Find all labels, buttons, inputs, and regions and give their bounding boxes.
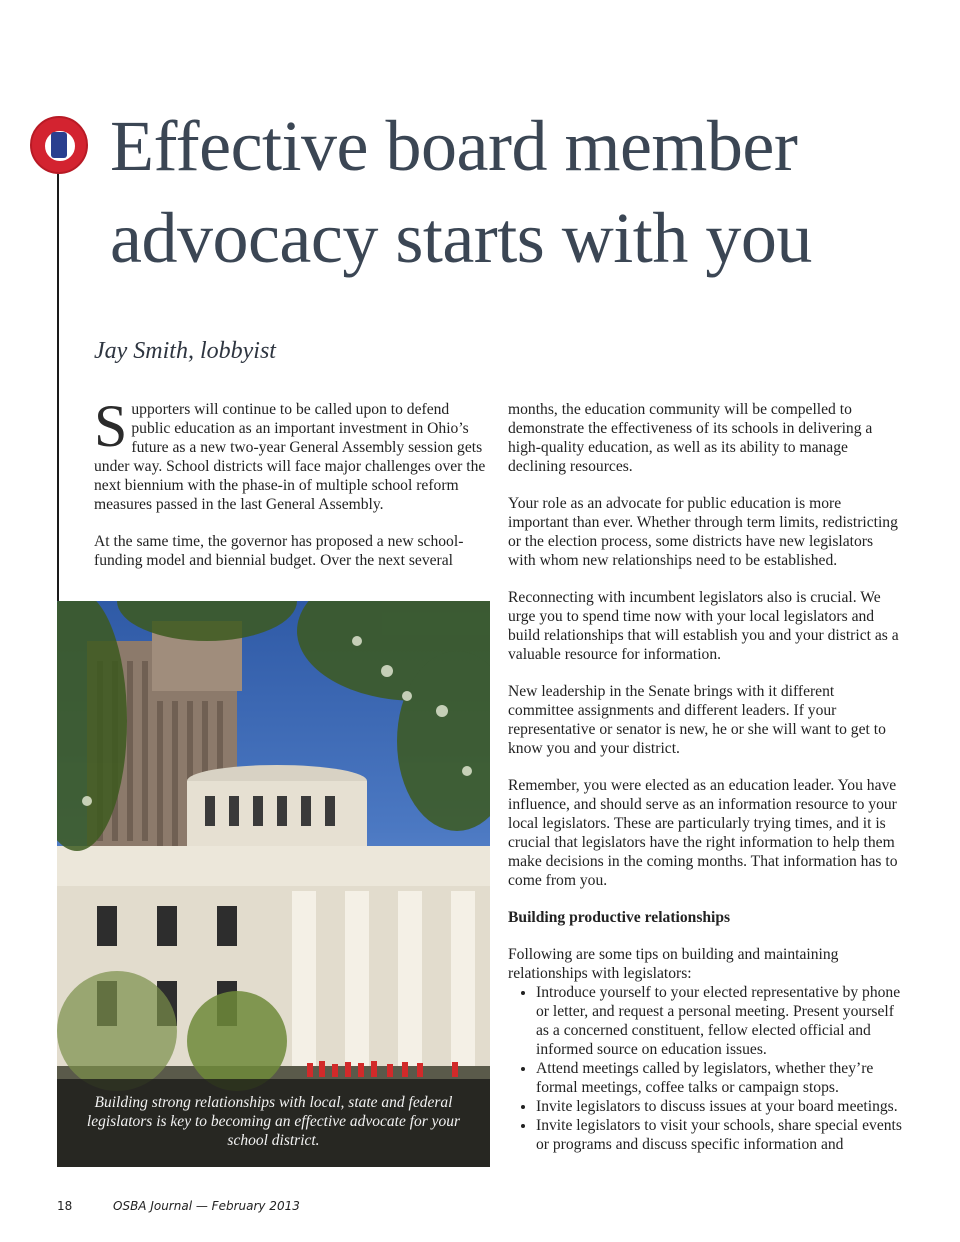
tips-list — [508, 983, 903, 1154]
tips-intro: Following are some tips on building and maintaining relationships with legislators: — [508, 946, 839, 982]
page-number: 18 — [57, 1199, 73, 1213]
byline: Jay Smith, lobbyist — [94, 338, 276, 364]
tip-item: • Invite legislators to visit your schools, share special events or programs and discuss specific information and — [536, 1116, 903, 1154]
drop-cap: S — [94, 393, 128, 459]
tip-item: • Invite legislators to discuss issues at your board meetings. — [536, 1097, 903, 1116]
tip-item: • Introduce yourself to your elected representative by phone or letter, and request a personal meeting. Present yourself as a concerned constituent, fellow elected official and informed source on education issues. — [536, 983, 903, 1059]
journal-issue: OSBA Journal — February 2013 — [113, 1199, 300, 1213]
paragraph-1-text: upporters will continue to be called upon to defend public education as an important investment in Ohio’s future as a new two-year General Assembly session gets under way. School districts will face major challenges over the next biennium with the phase-in of multiple school reform measures passed in the last General Assembly. — [94, 401, 486, 513]
section-subheading: Building productive relationships — [508, 909, 731, 926]
headline-line-2: advocacy starts with you — [110, 198, 812, 278]
paragraph-2: At the same time, the governor has proposed a new school-funding model and biennial budget. Over the next several — [94, 533, 464, 569]
paragraph-1 — [94, 393, 489, 514]
right-column — [508, 400, 903, 1154]
paragraph-6: New leadership in the Senate brings with it different committee assignments and different leaders. If your representative or senator is new, he or she will want to get to know you and your district. — [508, 683, 886, 757]
headline-line-1: Effective board member — [110, 106, 798, 186]
paragraph-3: months, the education community will be compelled to demonstrate the effectiveness of its schools in delivering a high-quality education, as well as its ability to manage declining resources. — [508, 401, 873, 475]
article-headline — [110, 100, 910, 284]
paragraph-7: Remember, you were elected as an education leader. You have influence, and should serve as an information resource to your local legislators. These are particularly trying times, and it is crucial that legislators have the right information to help them make decisions in the coming months. That information has to come from you. — [508, 777, 898, 889]
paragraph-5: Reconnecting with incumbent legislators also is crucial. We urge you to spend time now with your local legislators and build relationships that will establish you and your district as a valuable resource for information. — [508, 589, 899, 663]
osba-seal-logo — [30, 116, 88, 174]
paragraph-4: Your role as an advocate for public education is more important than ever. Whether through term limits, redistricting or the election process, some districts have new legislators with whom new relationships need to be established. — [508, 495, 898, 569]
statehouse-photo — [57, 601, 490, 1167]
tip-item: • Attend meetings called by legislators, whether they’re formal meetings, coffee talks or campaign stops. — [536, 1059, 903, 1097]
left-column — [94, 393, 489, 588]
photo-caption: Building strong relationships with local, state and federal legislators is key to becoming an effective advocate for your school district. — [57, 1079, 490, 1167]
